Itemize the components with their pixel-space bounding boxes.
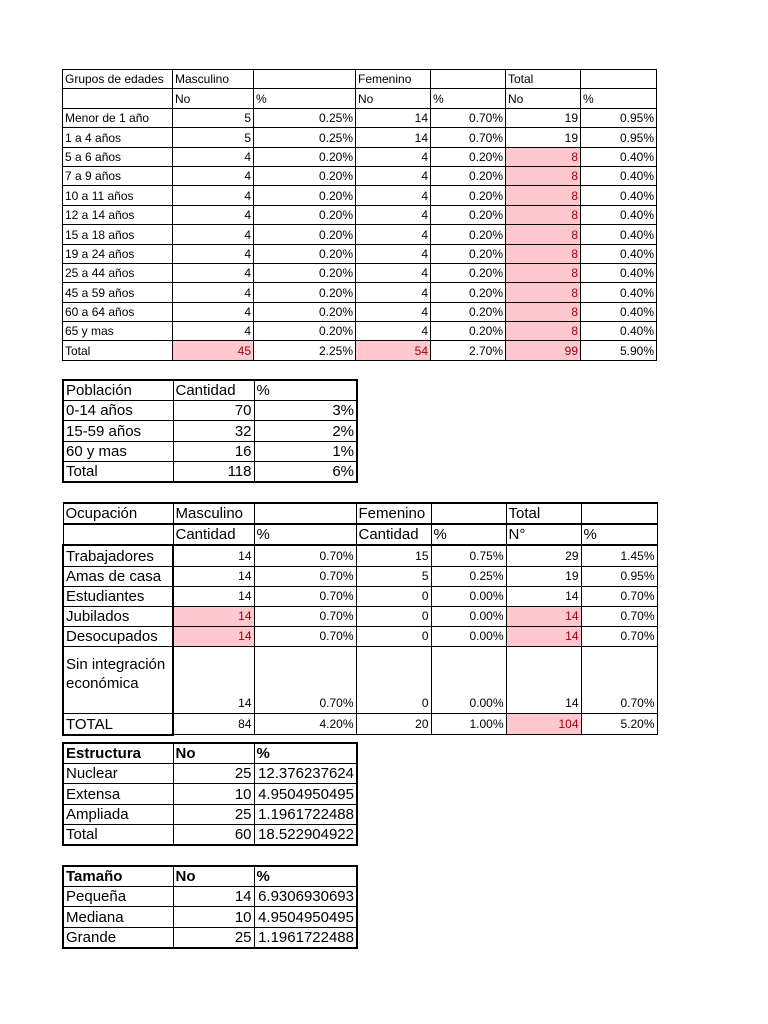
row-label[interactable]: Estudiantes: [63, 586, 173, 606]
row-label[interactable]: Total: [63, 824, 173, 845]
total-count[interactable]: 8: [506, 302, 581, 321]
female-percent[interactable]: 0.20%: [431, 225, 506, 244]
male-percent[interactable]: 0.20%: [254, 166, 356, 185]
header-cell[interactable]: No: [173, 743, 254, 764]
header-cell[interactable]: [581, 70, 657, 89]
total-percent[interactable]: 0.70%: [581, 586, 657, 606]
male-count[interactable]: 5: [173, 128, 254, 147]
female-percent[interactable]: 0.20%: [431, 244, 506, 263]
total-percent[interactable]: 1.45%: [581, 545, 657, 566]
count-cell[interactable]: 32: [173, 421, 254, 441]
header-cell[interactable]: [581, 503, 657, 524]
table-row: [63, 108, 657, 127]
table-row: [63, 764, 357, 784]
female-percent[interactable]: 0.20%: [431, 322, 506, 341]
male-count[interactable]: 84: [173, 714, 254, 735]
male-count[interactable]: 4: [173, 225, 254, 244]
total-count[interactable]: 19: [506, 128, 581, 147]
male-percent[interactable]: 0.20%: [254, 244, 356, 263]
table-row: [63, 566, 657, 586]
table-row: [63, 784, 357, 804]
header-cell[interactable]: Población: [63, 380, 173, 401]
header-cell[interactable]: %: [254, 743, 357, 764]
female-percent[interactable]: 0.70%: [431, 128, 506, 147]
male-count[interactable]: 4: [173, 322, 254, 341]
table-subheader-row: [63, 89, 657, 108]
row-label[interactable]: Jubilados: [63, 606, 173, 626]
row-label[interactable]: 60 a 64 años: [63, 302, 173, 321]
header-cell[interactable]: %: [581, 524, 657, 545]
table-row: [63, 586, 657, 606]
female-count[interactable]: 4: [356, 166, 431, 185]
table-row: [63, 302, 657, 321]
male-percent[interactable]: 0.20%: [254, 147, 356, 166]
total-count[interactable]: 8: [506, 186, 581, 205]
row-label[interactable]: Sin integración económica: [63, 647, 173, 714]
header-cell[interactable]: Tamaño: [63, 866, 173, 887]
row-label[interactable]: 1 a 4 años: [63, 128, 173, 147]
percent-cell[interactable]: 18.522904922: [254, 824, 357, 845]
female-count[interactable]: 0: [356, 647, 431, 714]
row-label[interactable]: 5 a 6 años: [63, 147, 173, 166]
table-row: [63, 887, 357, 907]
header-cell[interactable]: [254, 70, 356, 89]
percent-cell[interactable]: 3%: [254, 401, 357, 421]
count-cell[interactable]: 70: [173, 401, 254, 421]
male-percent[interactable]: 0.20%: [254, 205, 356, 224]
female-percent[interactable]: 1.00%: [431, 714, 506, 735]
count-cell[interactable]: 25: [173, 804, 254, 824]
total-percent[interactable]: 0.95%: [581, 108, 657, 127]
female-count[interactable]: 0: [356, 606, 431, 626]
percent-cell[interactable]: 1%: [254, 441, 357, 461]
row-label[interactable]: Total: [63, 341, 173, 360]
header-cell[interactable]: Masculino: [173, 503, 254, 524]
male-count[interactable]: 14: [173, 566, 254, 586]
total-count[interactable]: 99: [506, 341, 581, 360]
male-percent[interactable]: 0.25%: [254, 128, 356, 147]
male-count[interactable]: 14: [173, 647, 254, 714]
male-percent[interactable]: 0.20%: [254, 302, 356, 321]
female-count[interactable]: 4: [356, 186, 431, 205]
row-label[interactable]: 45 a 59 años: [63, 283, 173, 302]
percent-cell[interactable]: 4.9504950495: [254, 784, 357, 804]
table-header-row: [63, 70, 657, 89]
female-count[interactable]: 14: [356, 108, 431, 127]
family-size-table: [62, 865, 358, 949]
male-percent[interactable]: 0.20%: [254, 283, 356, 302]
header-cell[interactable]: Cantidad: [173, 380, 254, 401]
table-row: [63, 927, 357, 948]
table-row: [63, 606, 657, 626]
female-percent[interactable]: 0.00%: [431, 586, 506, 606]
female-percent[interactable]: 0.20%: [431, 205, 506, 224]
female-count[interactable]: 4: [356, 302, 431, 321]
female-percent[interactable]: 0.20%: [431, 166, 506, 185]
male-percent[interactable]: 0.25%: [254, 108, 356, 127]
count-cell[interactable]: 60: [173, 824, 254, 845]
female-count[interactable]: 4: [356, 283, 431, 302]
row-label[interactable]: 12 a 14 años: [63, 205, 173, 224]
header-cell[interactable]: Estructura: [63, 743, 173, 764]
table-row: [63, 322, 657, 341]
male-count[interactable]: 14: [173, 545, 254, 566]
female-count[interactable]: 4: [356, 225, 431, 244]
table-row: [63, 907, 357, 927]
row-label[interactable]: 10 a 11 años: [63, 186, 173, 205]
male-count[interactable]: 4: [173, 205, 254, 224]
male-count[interactable]: 4: [173, 166, 254, 185]
header-cell[interactable]: Femenino: [356, 70, 431, 89]
female-count[interactable]: 54: [356, 341, 431, 360]
male-percent[interactable]: 0.70%: [254, 566, 356, 586]
total-percent[interactable]: 0.40%: [581, 263, 657, 282]
total-count[interactable]: 29: [506, 545, 581, 566]
row-label[interactable]: Total: [63, 461, 173, 482]
table-row: [63, 263, 657, 282]
table-row: [63, 147, 657, 166]
total-count[interactable]: 14: [506, 586, 581, 606]
percent-cell[interactable]: 2%: [254, 421, 357, 441]
total-count[interactable]: 8: [506, 225, 581, 244]
population-table: [62, 379, 358, 483]
total-percent[interactable]: 0.40%: [581, 322, 657, 341]
total-percent[interactable]: 0.40%: [581, 225, 657, 244]
row-label[interactable]: Pequeña: [63, 887, 173, 907]
female-percent[interactable]: 0.00%: [431, 647, 506, 714]
row-label[interactable]: 65 y mas: [63, 322, 173, 341]
header-cell[interactable]: N°: [506, 524, 581, 545]
table-row: [63, 401, 357, 421]
header-cell[interactable]: Cantidad: [356, 524, 431, 545]
row-label[interactable]: 15 a 18 años: [63, 225, 173, 244]
total-count[interactable]: 14: [506, 606, 581, 626]
total-count[interactable]: 14: [506, 647, 581, 714]
male-count[interactable]: 45: [173, 341, 254, 360]
female-percent[interactable]: 2.70%: [431, 341, 506, 360]
table-subheader-row: [63, 524, 657, 545]
male-count[interactable]: 4: [173, 186, 254, 205]
header-cell[interactable]: %: [254, 524, 356, 545]
male-percent[interactable]: 0.20%: [254, 263, 356, 282]
family-structure-table: [62, 742, 358, 846]
age-groups-table: [62, 69, 657, 361]
row-label[interactable]: 19 a 24 años: [63, 244, 173, 263]
header-cell[interactable]: [63, 524, 173, 545]
row-label[interactable]: Trabajadores: [63, 545, 173, 566]
total-count[interactable]: 8: [506, 205, 581, 224]
header-cell[interactable]: [63, 89, 173, 108]
total-count[interactable]: 104: [506, 714, 581, 735]
total-count[interactable]: 19: [506, 108, 581, 127]
female-count[interactable]: 4: [356, 322, 431, 341]
table-row: [63, 545, 657, 566]
male-count[interactable]: 4: [173, 263, 254, 282]
female-count[interactable]: 15: [356, 545, 431, 566]
header-cell[interactable]: %: [254, 89, 356, 108]
table-row: [63, 205, 657, 224]
row-label[interactable]: Grande: [63, 927, 173, 948]
male-percent[interactable]: 0.70%: [254, 545, 356, 566]
table-row: [63, 225, 657, 244]
total-percent[interactable]: 0.70%: [581, 627, 657, 647]
female-percent[interactable]: 0.00%: [431, 627, 506, 647]
total-percent[interactable]: 0.40%: [581, 186, 657, 205]
header-cell[interactable]: %: [581, 89, 657, 108]
female-percent[interactable]: 0.20%: [431, 186, 506, 205]
header-cell[interactable]: %: [254, 866, 357, 887]
percent-cell[interactable]: 1.1961722488: [254, 804, 357, 824]
count-cell[interactable]: 14: [173, 887, 254, 907]
male-count[interactable]: 14: [173, 606, 254, 626]
header-cell[interactable]: %: [431, 524, 506, 545]
female-count[interactable]: 4: [356, 205, 431, 224]
table-row: [63, 128, 657, 147]
header-cell[interactable]: Grupos de edades: [63, 70, 173, 89]
total-percent[interactable]: 0.95%: [581, 566, 657, 586]
header-cell[interactable]: Ocupación: [63, 503, 173, 524]
total-percent[interactable]: 0.40%: [581, 147, 657, 166]
percent-cell[interactable]: 1.1961722488: [254, 927, 357, 948]
total-percent[interactable]: 0.40%: [581, 302, 657, 321]
header-cell[interactable]: [254, 503, 356, 524]
row-label[interactable]: Menor de 1 año: [63, 108, 173, 127]
count-cell[interactable]: 118: [173, 461, 254, 482]
count-cell[interactable]: 16: [173, 441, 254, 461]
header-cell[interactable]: Total: [506, 70, 581, 89]
male-count[interactable]: 4: [173, 147, 254, 166]
total-percent[interactable]: 0.70%: [581, 647, 657, 714]
total-count[interactable]: 8: [506, 322, 581, 341]
male-count[interactable]: 5: [173, 108, 254, 127]
header-cell[interactable]: %: [254, 380, 357, 401]
table-row: [63, 166, 657, 185]
count-cell[interactable]: 25: [173, 927, 254, 948]
female-count[interactable]: 4: [356, 263, 431, 282]
count-cell[interactable]: 10: [173, 907, 254, 927]
table-header-row: [63, 380, 357, 401]
male-percent[interactable]: 0.70%: [254, 606, 356, 626]
total-count[interactable]: 8: [506, 283, 581, 302]
header-cell[interactable]: No: [173, 866, 254, 887]
female-count[interactable]: 0: [356, 627, 431, 647]
female-percent[interactable]: 0.75%: [431, 545, 506, 566]
percent-cell[interactable]: 6.9306930693: [254, 887, 357, 907]
table-row: [63, 421, 357, 441]
female-count[interactable]: 5: [356, 566, 431, 586]
row-label[interactable]: Ampliada: [63, 804, 173, 824]
male-count[interactable]: 4: [173, 302, 254, 321]
male-percent[interactable]: 0.20%: [254, 322, 356, 341]
table-row: [63, 804, 357, 824]
male-percent[interactable]: 0.70%: [254, 647, 356, 714]
total-percent[interactable]: 5.90%: [581, 341, 657, 360]
table-row: [63, 441, 357, 461]
table-header-row: [63, 743, 357, 764]
male-percent[interactable]: 4.20%: [254, 714, 356, 735]
header-cell[interactable]: Femenino: [356, 503, 431, 524]
row-label[interactable]: 7 a 9 años: [63, 166, 173, 185]
header-cell[interactable]: [431, 70, 506, 89]
table-total-row: [63, 341, 657, 360]
total-percent[interactable]: 0.70%: [581, 606, 657, 626]
male-percent[interactable]: 0.70%: [254, 627, 356, 647]
header-cell[interactable]: Total: [506, 503, 581, 524]
female-count[interactable]: 14: [356, 128, 431, 147]
table-total-row: [63, 714, 657, 735]
male-count[interactable]: 4: [173, 244, 254, 263]
row-label[interactable]: TOTAL: [63, 714, 173, 735]
total-percent[interactable]: 0.95%: [581, 128, 657, 147]
table-header-row: [63, 503, 657, 524]
male-percent[interactable]: 0.20%: [254, 186, 356, 205]
female-percent[interactable]: 0.25%: [431, 566, 506, 586]
total-count[interactable]: 19: [506, 566, 581, 586]
total-count[interactable]: 8: [506, 166, 581, 185]
percent-cell[interactable]: 12.376237624: [254, 764, 357, 784]
female-percent[interactable]: 0.20%: [431, 147, 506, 166]
count-cell[interactable]: 10: [173, 784, 254, 804]
table-row: [63, 244, 657, 263]
row-label[interactable]: Extensa: [63, 784, 173, 804]
male-count[interactable]: 14: [173, 627, 254, 647]
female-count[interactable]: 0: [356, 586, 431, 606]
row-label[interactable]: Mediana: [63, 907, 173, 927]
male-count[interactable]: 4: [173, 283, 254, 302]
female-percent[interactable]: 0.00%: [431, 606, 506, 626]
total-count[interactable]: 8: [506, 147, 581, 166]
male-percent[interactable]: 0.70%: [254, 586, 356, 606]
female-count[interactable]: 20: [356, 714, 431, 735]
total-percent[interactable]: 0.40%: [581, 166, 657, 185]
header-cell[interactable]: No: [356, 89, 431, 108]
table-total-row: [63, 461, 357, 482]
row-label[interactable]: Nuclear: [63, 764, 173, 784]
male-percent[interactable]: 0.20%: [254, 225, 356, 244]
header-cell[interactable]: Masculino: [173, 70, 254, 89]
female-percent[interactable]: 0.20%: [431, 263, 506, 282]
total-count[interactable]: 8: [506, 263, 581, 282]
percent-cell[interactable]: 6%: [254, 461, 357, 482]
female-count[interactable]: 4: [356, 147, 431, 166]
table-row: [63, 186, 657, 205]
header-cell[interactable]: [431, 503, 506, 524]
male-count[interactable]: 14: [173, 586, 254, 606]
occupation-table: [62, 502, 658, 736]
table-total-row: [63, 824, 357, 845]
table-row: [63, 283, 657, 302]
header-cell[interactable]: No: [173, 89, 254, 108]
total-count[interactable]: 14: [506, 627, 581, 647]
female-percent[interactable]: 0.20%: [431, 302, 506, 321]
percent-cell[interactable]: 4.9504950495: [254, 907, 357, 927]
header-cell[interactable]: Cantidad: [173, 524, 254, 545]
table-row: [63, 647, 657, 714]
total-percent[interactable]: 0.40%: [581, 283, 657, 302]
table-row: [63, 627, 657, 647]
row-label[interactable]: 60 y mas: [63, 441, 173, 461]
table-header-row: [63, 866, 357, 887]
row-label[interactable]: 0-14 años: [63, 401, 173, 421]
row-label[interactable]: 25 a 44 años: [63, 263, 173, 282]
female-percent[interactable]: 0.70%: [431, 108, 506, 127]
total-count[interactable]: 8: [506, 244, 581, 263]
female-percent[interactable]: 0.20%: [431, 283, 506, 302]
count-cell[interactable]: 25: [173, 764, 254, 784]
male-percent[interactable]: 2.25%: [254, 341, 356, 360]
row-label[interactable]: 15-59 años: [63, 421, 173, 441]
total-percent[interactable]: 0.40%: [581, 205, 657, 224]
header-cell[interactable]: %: [431, 89, 506, 108]
row-label[interactable]: Desocupados: [63, 627, 173, 647]
header-cell[interactable]: No: [506, 89, 581, 108]
total-percent[interactable]: 5.20%: [581, 714, 657, 735]
female-count[interactable]: 4: [356, 244, 431, 263]
row-label[interactable]: Amas de casa: [63, 566, 173, 586]
total-percent[interactable]: 0.40%: [581, 244, 657, 263]
